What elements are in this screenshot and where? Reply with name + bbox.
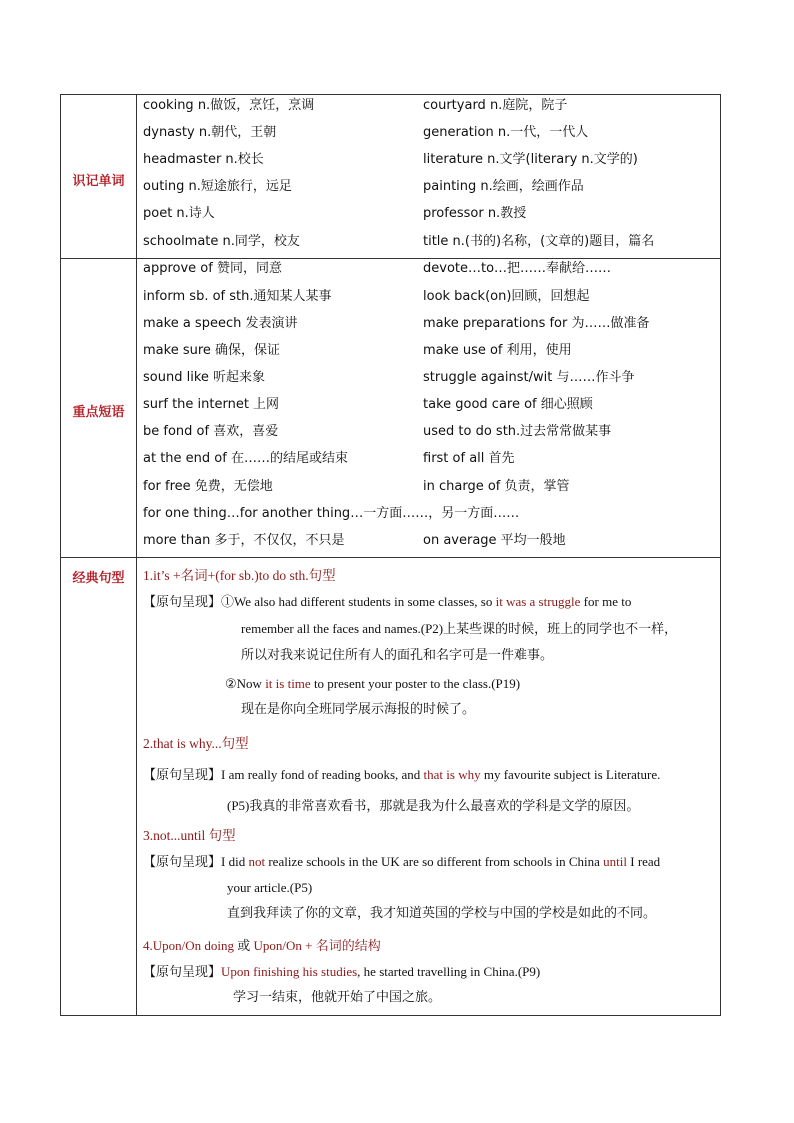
vocab-item: professor n.教授 [423, 206, 527, 221]
phrase-item: sound like 听起来象 [143, 370, 266, 385]
vocab-item: generation n.一代，一代人 [423, 125, 589, 140]
phrase-item: first of all 首先 [423, 451, 515, 466]
phrase-item: approve of 赞同，同意 [143, 261, 282, 276]
pattern-1-translation-b: 现在是你向全班同学展示海报的时候了。 [241, 702, 476, 717]
phrase-item: make a speech 发表演讲 [143, 316, 298, 331]
vocab-item: poet n.诗人 [143, 206, 215, 221]
vocab-item: dynasty n.朝代，王朝 [143, 125, 277, 140]
original-sentence-tag: 【原句呈现】 [143, 767, 222, 782]
phrase-item: more than 多于，不仅仅，不只是 [143, 533, 345, 548]
pattern-3-example-line-1: 【原句呈现】I did not realize schools in the UK are so different from schools in China until I read [143, 854, 661, 869]
column-divider [136, 95, 137, 1015]
pattern-1-translation-a: 所以对我来说记住所有人的面孔和名字可是一件难事。 [241, 648, 554, 663]
pattern-heading-2: 2.that is why...句型 [143, 736, 249, 751]
highlighted-phrase: not [248, 854, 266, 869]
highlighted-phrase: it was a struggle [495, 594, 581, 609]
pattern-heading-4: 4.Upon/On doing 或 Upon/On + 名词的结构 [143, 938, 381, 953]
phrase-item: make preparations for 为……做准备 [423, 316, 650, 331]
vocab-item: literature n.文学(literary n.文学的) [423, 152, 638, 167]
pattern-3-translation: 直到我拜读了你的文章，我才知道英国的学校与中国的学校是如此的不同。 [227, 906, 657, 921]
original-sentence-tag: 【原句呈现】 [143, 964, 222, 979]
pattern-4-translation: 学习一结束，他就开始了中国之旅。 [233, 990, 442, 1005]
pattern-1-example-a-line-2: remember all the faces and names.(P2)上某些课的时候，班上的同学也不一样， [241, 621, 678, 636]
vocab-item: headmaster n.校长 [143, 152, 264, 167]
pattern-heading-3: 3.not...until 句型 [143, 828, 236, 843]
row-divider [61, 258, 720, 259]
phrase-item: for one thing…for another thing…一方面……，另一方面…… [143, 506, 520, 521]
vocab-item: painting n.绘画，绘画作品 [423, 179, 584, 194]
phrase-item: devote…to…把……奉献给…… [423, 261, 612, 276]
phrase-item: for free 免费，无偿地 [143, 479, 273, 494]
pattern-heading-1: 1.it’s +名词+(for sb.)to do sth.句型 [143, 568, 336, 583]
phrase-item: look back(on)回顾，回想起 [423, 289, 590, 304]
original-sentence-tag: 【原句呈现】 [143, 594, 222, 609]
highlighted-phrase: until [603, 854, 627, 869]
phrase-item: on average 平均一般地 [423, 533, 566, 548]
vocab-item: title n.(书的)名称，(文章的)题目，篇名 [423, 234, 655, 249]
highlighted-phrase: it is time [265, 676, 311, 691]
original-sentence-tag: 【原句呈现】 [143, 854, 222, 869]
phrase-item: be fond of 喜欢，喜爱 [143, 424, 279, 439]
pattern-1-example-b: ②Now it is time to present your poster to the class.(P19) [225, 676, 521, 691]
vocab-item: cooking n.做饭，烹饪，烹调 [143, 98, 315, 113]
summary-table [60, 94, 721, 1016]
phrase-item: at the end of 在……的结尾或结束 [143, 451, 348, 466]
pattern-2-translation: (P5)我真的非常喜欢看书，那就是我为什么最喜欢的学科是文学的原因。 [227, 798, 640, 813]
phrase-item: make use of 利用，使用 [423, 343, 572, 358]
vocab-item: outing n.短途旅行，远足 [143, 179, 292, 194]
highlighted-phrase: Upon finishing his studies [221, 964, 358, 979]
vocab-item: courtyard n.庭院，院子 [423, 98, 568, 113]
phrase-item: used to do sth.过去常常做某事 [423, 424, 612, 439]
phrases-section-label: 重点短语 [72, 405, 125, 420]
pattern-2-example-line-1: 【原句呈现】I am really fond of reading books, and that is why my favourite subject is Literature. [143, 767, 661, 782]
phrase-item: inform sb. of sth.通知某人某事 [143, 289, 332, 304]
sentences-section-label: 经典句型 [72, 571, 125, 586]
pattern-1-example-a-line-1: 【原句呈现】①We also had different students in some classes, so it was a struggle for me to [143, 594, 632, 609]
vocab-section-label: 识记单词 [72, 174, 125, 189]
vocab-item: schoolmate n.同学，校友 [143, 234, 300, 249]
pattern-4-example: 【原句呈现】Upon finishing his studies, he started travelling in China.(P9) [143, 964, 541, 979]
row-divider [61, 557, 720, 558]
phrase-item: make sure 确保，保证 [143, 343, 281, 358]
phrase-item: in charge of 负责，掌管 [423, 479, 570, 494]
phrase-item: surf the internet 上网 [143, 397, 280, 412]
phrase-item: struggle against/wit 与……作斗争 [423, 370, 635, 385]
pattern-3-example-line-2: your article.(P5) [227, 880, 313, 895]
highlighted-phrase: that is why [423, 767, 481, 782]
phrase-item: take good care of 细心照顾 [423, 397, 593, 412]
